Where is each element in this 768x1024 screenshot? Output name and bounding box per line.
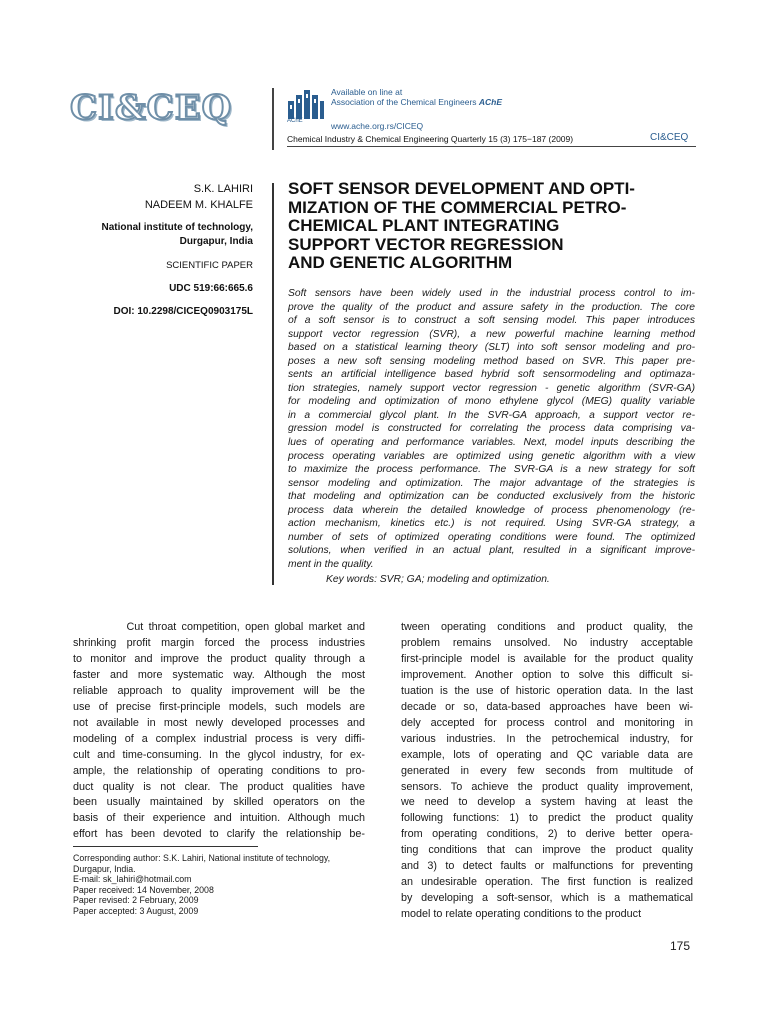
body-line: modeling of a complex industrial process is very diffi- [73, 732, 365, 745]
body-line: basis of their experience and intuition. Although much [73, 812, 365, 825]
doi-identifier: DOI: 10.2298/CICEQ0903175L [113, 306, 253, 317]
body-line: duct quality is not clear. The product qualities have [73, 780, 365, 793]
journal-citation: Chemical Industry & Chemical Engineering Quarterly 15 (3) 175−187 (2009) [287, 134, 574, 144]
body-line: improvement. Another option to solve this difficult si- [401, 668, 693, 681]
body-line: cult and time-consuming. In the glycol industry, for ex- [73, 748, 365, 761]
meta-divider [272, 183, 274, 585]
body-line: shrinking profit margin forced the process industries [73, 636, 365, 649]
ache-logo-icon [287, 87, 325, 119]
title-line: SUPPORT VECTOR REGRESSION [288, 234, 564, 254]
body-line: Cut throat competition, open global market and [73, 621, 365, 633]
journal-logo: CI&CEQ [70, 88, 233, 128]
body-line: following functions: 1) to predict the product quality [401, 812, 693, 825]
paper-title [288, 180, 698, 273]
header-divider [272, 88, 274, 150]
abstract-line: support vector regression (SVR), a new powerful machine learning method [288, 328, 695, 340]
body-line: use of precise first-principle models, such models are [73, 700, 365, 713]
body-line: and 3) to detect faults or malfunctions for preventing [401, 860, 693, 873]
abstract-line: sensor modeling and optimization. The major advantage of the strategies is [288, 477, 695, 489]
footnotes [73, 853, 330, 917]
abstract-line: prove the quality of the product and assure safety in the production. The core [288, 301, 695, 313]
footnote-rule [73, 846, 258, 847]
body-column-left [73, 620, 365, 843]
footnote-line: Durgapur, India. [73, 863, 136, 874]
body-line: reliable approach to quality improvement will be the [73, 684, 365, 697]
abstract-line: based on a statistical learning theory (SLT) into soft sensor modeling and pro- [288, 342, 695, 354]
abstract-line: Soft sensors have been widely used in the industrial process control to im- [288, 288, 695, 299]
footnote-line: Paper revised: 2 February, 2009 [73, 895, 199, 906]
abstract-line: for modeling and optimization of mono ethylene glycol (MEG) quality variable [288, 396, 695, 408]
abstract-line: sents an artificial intelligence based hybrid soft sensormodeling and optimaza- [288, 369, 695, 381]
abstract-line: tion strategies, namely support vector regression - genetic algorithm (SVR-GA) [288, 382, 695, 394]
author-name: S.K. LAHIRI [193, 183, 253, 195]
body-line: been usually maintained by skilled operators on the [73, 796, 365, 809]
affiliation-line: Durgapur, India [179, 236, 253, 247]
body-line: we need to develop a system having at least the [401, 796, 693, 809]
association-name: Association of the Chemical Engineers [331, 97, 477, 107]
journal-url-link[interactable]: www.ache.org.rs/CICEQ [331, 121, 424, 131]
abstract-line: of a soft sensor is to construct a soft sensing model. This paper introduces [288, 315, 695, 327]
body-line: an undesirable operation. The first function is realized [401, 876, 693, 889]
body-line: by developing a soft-sensor, which is a mathematical [401, 892, 693, 905]
body-line: faster and more systematic way. Although the most [73, 668, 365, 681]
keywords: Key words: SVR; GA; modeling and optimization. [326, 574, 550, 585]
body-line: from operating conditions, 2) to derive better opera- [401, 828, 693, 841]
body-line: various industries. In the petrochemical industry, for [401, 732, 693, 745]
journal-abbreviation: CI&CEQ [650, 132, 689, 143]
author-name: NADEEM M. KHALFE [144, 199, 253, 211]
body-line: ting conditions that can improve the product quality [401, 844, 693, 857]
abstract-line: ment in the quality. [288, 558, 374, 570]
ache-mark-caption: AChE [287, 118, 303, 124]
title-line: MIZATION OF THE COMMERCIAL PETRO- [288, 197, 627, 217]
body-line: tween operating conditions and product quality, the [401, 621, 693, 633]
availability-notice [331, 87, 502, 107]
abstract-line: in a commercial glycol plant. In the SVR-GA approach, a support vector re- [288, 409, 695, 421]
body-line: problem remains unsolved. No industry acceptable [401, 636, 693, 649]
body-line: to monitor and improve the product quality through a [73, 652, 365, 665]
body-line: decade or so, data-based approaches have been wi- [401, 700, 693, 713]
abstract-line: solutions, when verified in an actual plant, resulted in a significant improve- [288, 545, 695, 557]
affiliation-line: National institute of technology, [101, 222, 253, 233]
availability-line1: Available on line at [331, 87, 403, 97]
footnote-email: E-mail: sk_lahiri@hotmail.com [73, 874, 192, 885]
header-rule [287, 146, 696, 147]
body-column-right [401, 620, 693, 923]
body-line: model to relate operating conditions to the product [401, 908, 642, 921]
abstract-line: gression model is constructed for correlating the process data comprising va- [288, 423, 695, 435]
ache-abbr: AChE [478, 97, 503, 107]
body-line: sensors. To achieve the product quality improvement, [401, 780, 693, 793]
abstract-line: process operating variables are optimized using genetic algorithm with a view [288, 450, 695, 462]
abstract-line: lues of operating and performance variables. Next, model inputs describing the [288, 437, 695, 449]
body-line: effort has been devoted to clarify the relationship be- [73, 828, 365, 841]
body-line: example, lots of operating and QC variable data are [401, 748, 693, 761]
abstract-line: to maximize the process performance. The SVR-GA is a new strategy for soft [288, 464, 695, 476]
title-line: CHEMICAL PLANT INTEGRATING [288, 216, 560, 235]
title-line: SOFT SENSOR DEVELOPMENT AND OPTI- [288, 179, 635, 198]
body-line: dely accepted for process control and monitoring in [401, 716, 693, 729]
abstract [288, 287, 695, 571]
body-line: first-principle model is available for the product quality [401, 652, 693, 665]
body-line: ample, the relationship of operating conditions to pro- [73, 764, 365, 777]
abstract-line: action mechanism, kinetics etc.) is not required. Using SVR-GA strategy, a [288, 518, 695, 530]
title-line: AND GENETIC ALGORITHM [288, 253, 513, 272]
footnote-line: Corresponding author: S.K. Lahiri, National institute of technology, [73, 853, 331, 863]
abstract-line: process data wherein the detailed knowledge of process phenomenology (re- [288, 504, 695, 516]
footnote-line: Paper accepted: 3 August, 2009 [73, 905, 199, 916]
abstract-line: number of sets of optimized operating conditions were found. The optimized [288, 531, 695, 543]
footnote-line: Paper received: 14 November, 2008 [73, 884, 214, 895]
paper-type: SCIENTIFIC PAPER [166, 260, 253, 271]
availability-line2 [331, 97, 502, 107]
body-line: tuation is the use of historic operation data. In the last [401, 684, 693, 697]
page-number: 175 [670, 939, 691, 953]
abstract-line: that modeling and optimization can be conducted exclusively from the historic [288, 491, 695, 503]
body-line: not available in most newly developed processes and [73, 716, 365, 729]
udc-code: UDC 519:66:665.6 [169, 283, 253, 294]
abstract-line: poses a new soft sensing modeling method based on SVR. This paper pre- [288, 355, 695, 367]
body-line: generated in every few seconds from multitude of [401, 764, 693, 777]
